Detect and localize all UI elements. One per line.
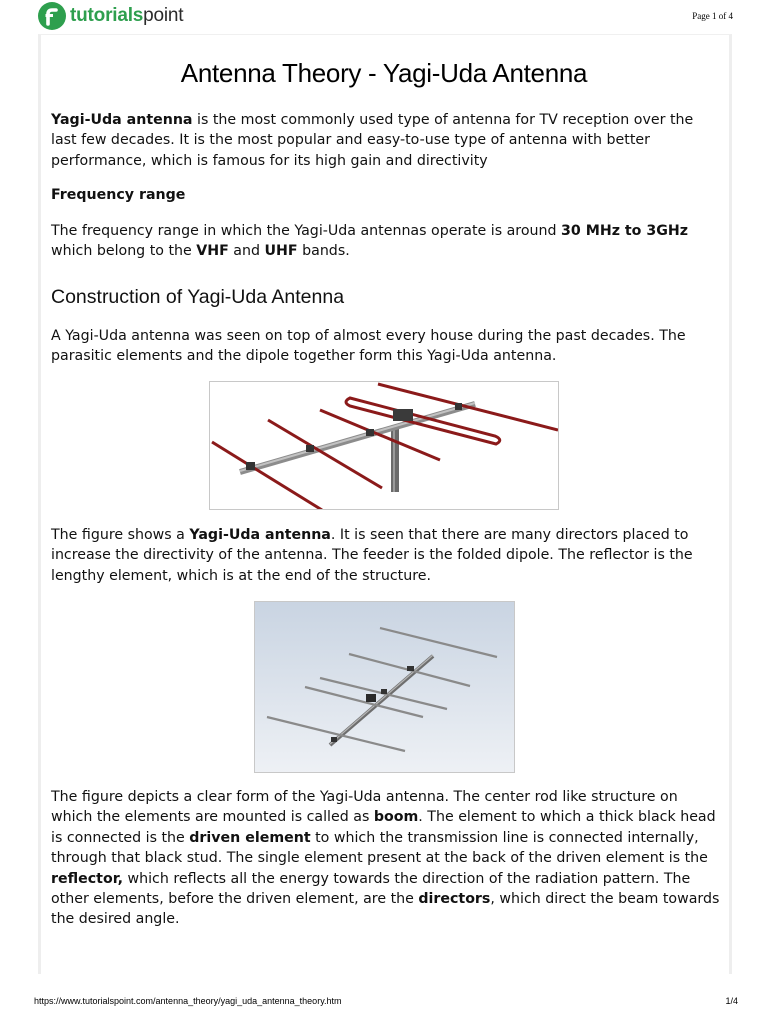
p3-bold-driven-element: driven element	[189, 829, 311, 846]
p3-text-1: The figure depicts a clear form of the Yagi-Uda antenna. The center rod like structure on which the elements are mounted is called as	[51, 789, 678, 826]
logo-text: tutorialspoint	[70, 5, 184, 26]
page-header	[0, 0, 768, 34]
frequency-heading	[51, 185, 723, 205]
p3-bold-reflector: reflector,	[51, 870, 123, 887]
p2-bold-1: Yagi-Uda antenna	[189, 527, 331, 543]
tutorialspoint-logo[interactable]	[38, 2, 183, 30]
intro-text: is the most commonly used type of antenna for TV reception over the last few decades. It is the most popular and easy-to-use type of antenna with better performance, which is famous for its high gain and directivity	[51, 112, 694, 169]
vhf-label: VHF	[196, 243, 229, 260]
p3-text-2: . The element to which a thick black head is connected is the	[51, 809, 716, 846]
frequency-heading-text: Frequency range	[51, 187, 186, 203]
yagi-antenna-photo	[209, 381, 559, 510]
frequency-range-value: 30 MHz to 3GHz	[561, 223, 689, 239]
p3-text-5: , which direct the beam towards the desired angle.	[51, 891, 720, 928]
footer-url[interactable]: https://www.tutorialspoint.com/antenna_theory/yagi_uda_antenna_theory.htm	[34, 996, 342, 1006]
construction-paragraph-2	[51, 525, 723, 586]
p3-text-3: to which the transmission line is connected internally, through that black stud. The single element present at the back of the driven element is the	[51, 829, 708, 867]
intro-paragraph	[51, 110, 723, 171]
p3-text-4: which reflects all the energy towards the direction of the radiation pattern. The other elements, before the driven element, are the	[51, 870, 691, 908]
frequency-text-4: bands.	[297, 243, 350, 260]
p2-text-2: . It is seen that there are many directors placed to increase the directivity of the antenna. The feeder is the folded dipole. The reflector is the lengthy element, which is at the end of the structure.	[51, 527, 693, 584]
p3-bold-boom: boom	[373, 809, 419, 826]
frequency-text-3: and	[228, 243, 265, 260]
footer-page-number: 1/4	[725, 996, 738, 1006]
logo-icon	[38, 2, 66, 30]
page-title: Antenna Theory - Yagi-Uda Antenna	[180, 58, 588, 88]
frequency-paragraph	[51, 221, 723, 262]
uhf-label: UHF	[264, 243, 298, 260]
frequency-text-2: which belong to the	[51, 243, 197, 260]
construction-paragraph-1: A Yagi-Uda antenna was seen on top of almost every house during the past decades. The parasitic elements and the dipole together form this Yagi-Uda antenna.	[51, 328, 686, 365]
construction-heading: Construction of Yagi-Uda Antenna	[51, 286, 345, 308]
page-number-label: Page 1 of 4	[692, 11, 733, 21]
p2-text-1: The figure shows a	[51, 527, 190, 543]
construction-paragraph-3	[51, 787, 723, 930]
p3-bold-directors: directors	[418, 891, 491, 908]
intro-lead: Yagi-Uda antenna	[51, 112, 193, 128]
frequency-text-1: The frequency range in which the Yagi-Uda antennas operate is around	[51, 223, 562, 239]
yagi-antenna-render	[254, 601, 515, 773]
